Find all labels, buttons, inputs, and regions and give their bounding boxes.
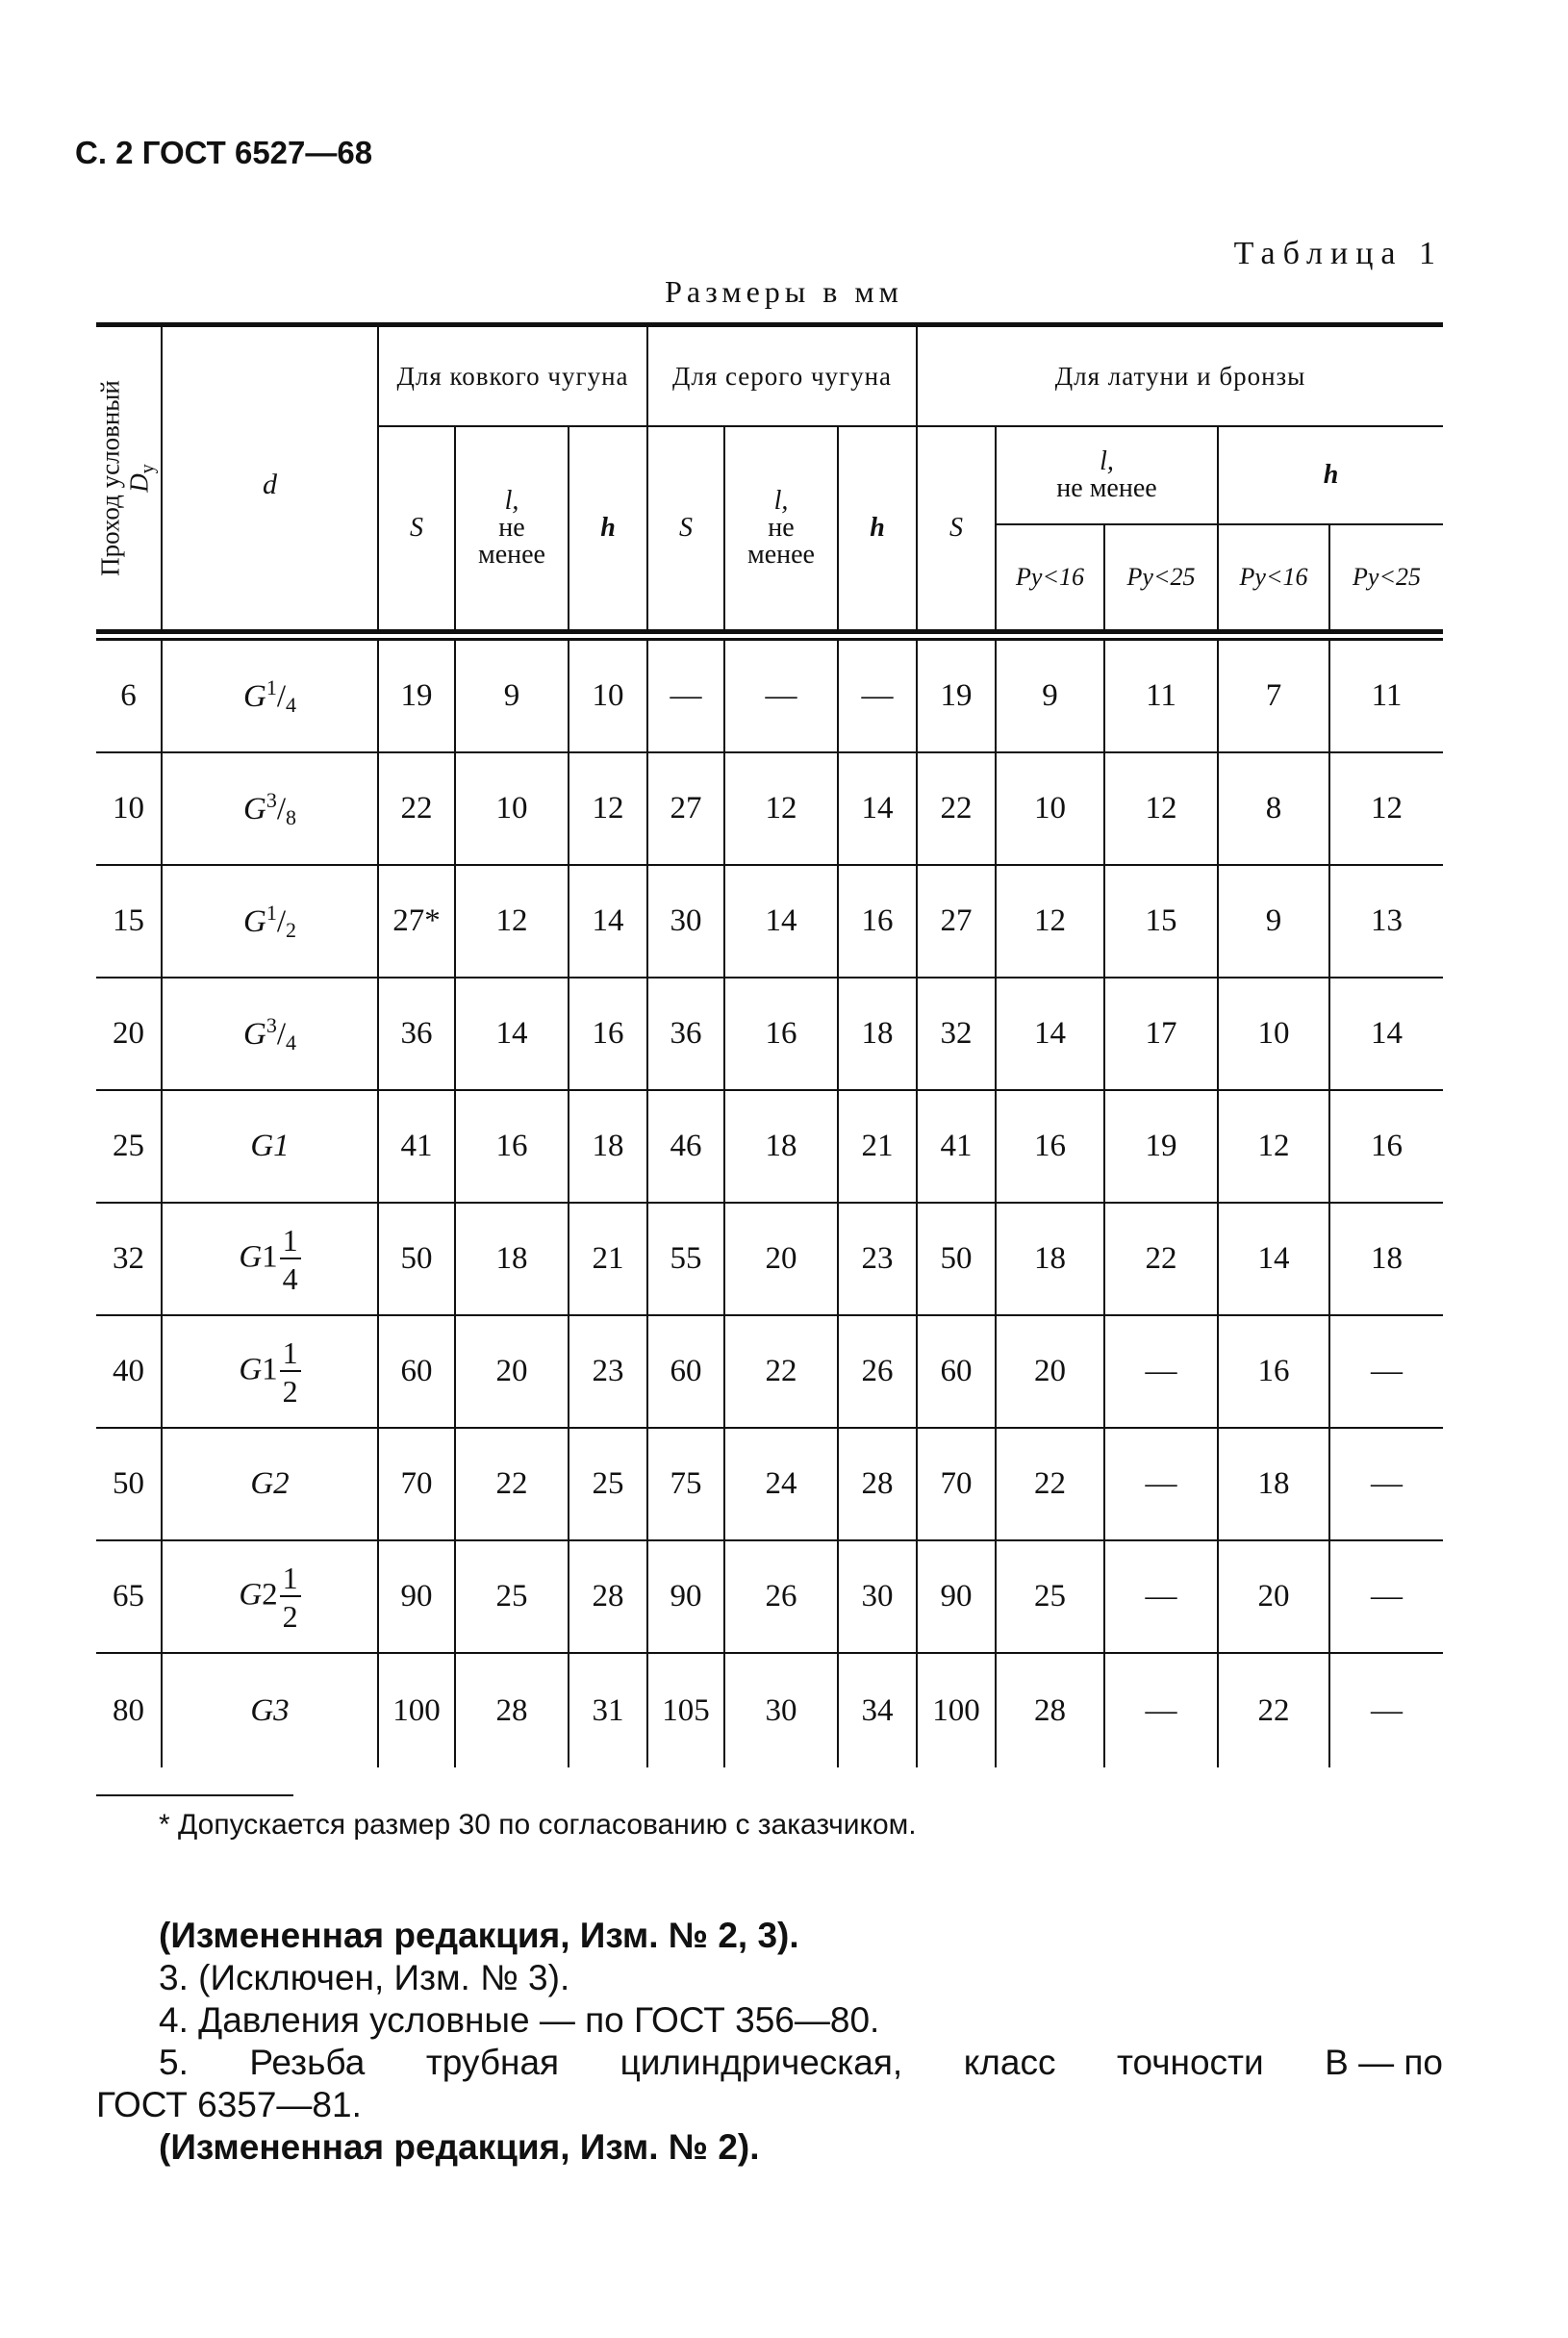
thread-fraction-slash: / bbox=[276, 678, 286, 714]
cell-h-grey: 34 bbox=[838, 1653, 917, 1767]
cell-s-brass: 32 bbox=[917, 978, 996, 1090]
cell-thread-d bbox=[162, 1653, 378, 1767]
table-row bbox=[96, 1203, 1443, 1315]
cell-h-brass-p25: 16 bbox=[1329, 1090, 1443, 1203]
cell-l-malleable: 12 bbox=[455, 865, 569, 978]
cell-l-grey: 24 bbox=[724, 1428, 838, 1540]
cell-l-brass-p16: 14 bbox=[996, 978, 1104, 1090]
cell-s-malleable: 36 bbox=[378, 978, 455, 1090]
cell-h-grey: 21 bbox=[838, 1090, 917, 1203]
thread-base: G bbox=[239, 1352, 263, 1387]
col-header-l-label: l, bbox=[504, 486, 519, 516]
units-caption: Размеры в мм bbox=[665, 274, 903, 309]
cell-l-grey: 26 bbox=[724, 1540, 838, 1653]
col-header-l-malleable bbox=[455, 426, 569, 630]
thread-fraction-num: 3 bbox=[266, 787, 277, 812]
table-row bbox=[96, 1540, 1443, 1653]
col-header-dy bbox=[96, 327, 162, 630]
cell-s-brass: 60 bbox=[917, 1315, 996, 1428]
cell-l-grey: — bbox=[724, 641, 838, 752]
cell-h-malleable: 10 bbox=[569, 641, 647, 752]
table-row bbox=[96, 865, 1443, 978]
cell-dy: 40 bbox=[96, 1315, 162, 1428]
cell-s-grey: 75 bbox=[647, 1428, 724, 1540]
cell-thread-d bbox=[162, 978, 378, 1090]
cell-l-brass-p25: 17 bbox=[1104, 978, 1218, 1090]
cell-l-brass-p16: 9 bbox=[996, 641, 1104, 752]
notes-section bbox=[96, 1915, 1443, 2169]
note-item-5-w1: Резьба bbox=[249, 2043, 366, 2082]
col-header-h-grey: h bbox=[838, 426, 917, 630]
cell-s-malleable: 27* bbox=[378, 865, 455, 978]
cell-l-brass-p25: — bbox=[1104, 1315, 1218, 1428]
cell-thread-d bbox=[162, 641, 378, 752]
cell-h-malleable: 16 bbox=[569, 978, 647, 1090]
cell-dy: 50 bbox=[96, 1428, 162, 1540]
cell-l-brass-p16: 22 bbox=[996, 1428, 1104, 1540]
cell-thread-d bbox=[162, 865, 378, 978]
thread-base: G bbox=[239, 1577, 263, 1613]
cell-h-brass-p25: 14 bbox=[1329, 978, 1443, 1090]
thread-whole: 1 bbox=[262, 1352, 278, 1387]
cell-l-brass-p16: 28 bbox=[996, 1653, 1104, 1767]
cell-h-grey: 28 bbox=[838, 1428, 917, 1540]
thread-stacked-num: 1 bbox=[280, 1337, 301, 1372]
table-header-rule bbox=[96, 631, 1443, 641]
col-header-dy-symbol: D bbox=[124, 473, 153, 493]
group-header-malleable: Для ковкого чугуна bbox=[378, 327, 647, 426]
thread-fraction-den: 4 bbox=[286, 1029, 296, 1055]
thread-fraction-den: 2 bbox=[286, 917, 296, 942]
group-header-grey: Для серого чугуна bbox=[647, 327, 917, 426]
cell-l-grey: 12 bbox=[724, 752, 838, 865]
col-header-l-p16: Pу<16 bbox=[996, 524, 1104, 630]
cell-s-brass: 41 bbox=[917, 1090, 996, 1203]
cell-h-malleable: 18 bbox=[569, 1090, 647, 1203]
cell-s-grey: 60 bbox=[647, 1315, 724, 1428]
cell-s-brass: 100 bbox=[917, 1653, 996, 1767]
thread-fraction-den: 4 bbox=[286, 692, 296, 717]
table-row bbox=[96, 1653, 1443, 1767]
thread-whole: 2 bbox=[262, 1577, 278, 1613]
cell-dy: 15 bbox=[96, 865, 162, 978]
cell-l-malleable: 22 bbox=[455, 1428, 569, 1540]
cell-h-brass-p25: 11 bbox=[1329, 641, 1443, 752]
cell-s-brass: 19 bbox=[917, 641, 996, 752]
thread-base: G1 bbox=[250, 1129, 290, 1163]
footnote-rule bbox=[96, 1794, 293, 1796]
thread-whole: 1 bbox=[262, 1239, 278, 1275]
col-header-h-p16: Pу<16 bbox=[1218, 524, 1329, 630]
thread-base: G2 bbox=[250, 1466, 290, 1501]
cell-l-malleable: 25 bbox=[455, 1540, 569, 1653]
table-row bbox=[96, 752, 1443, 865]
cell-l-grey: 20 bbox=[724, 1203, 838, 1315]
cell-l-malleable: 16 bbox=[455, 1090, 569, 1203]
cell-l-brass-p25: 22 bbox=[1104, 1203, 1218, 1315]
cell-h-brass-p25: — bbox=[1329, 1540, 1443, 1653]
col-header-l-label: l, bbox=[773, 486, 789, 516]
thread-stacked-den: 2 bbox=[282, 1598, 298, 1634]
cell-h-malleable: 25 bbox=[569, 1428, 647, 1540]
cell-h-malleable: 12 bbox=[569, 752, 647, 865]
note-item-3 bbox=[96, 1957, 1443, 1999]
cell-s-grey: 46 bbox=[647, 1090, 724, 1203]
cell-s-malleable: 70 bbox=[378, 1428, 455, 1540]
thread-stacked-num: 1 bbox=[280, 1225, 301, 1259]
note-item-3-text: 3. (Исключен, Изм. № 3). bbox=[159, 1958, 570, 1997]
thread-stacked-fraction bbox=[280, 1222, 301, 1296]
thread-base: G3 bbox=[250, 1692, 290, 1728]
cell-thread-d bbox=[162, 1315, 378, 1428]
cell-s-brass: 27 bbox=[917, 865, 996, 978]
cell-s-malleable: 60 bbox=[378, 1315, 455, 1428]
cell-s-brass: 90 bbox=[917, 1540, 996, 1653]
cell-l-brass-p16: 20 bbox=[996, 1315, 1104, 1428]
col-header-h-brass: h bbox=[1218, 426, 1443, 524]
note-amended-2-3: (Измененная редакция, Изм. № 2, 3). bbox=[159, 1916, 799, 1955]
cell-dy: 10 bbox=[96, 752, 162, 865]
thread-stacked-fraction bbox=[280, 1560, 301, 1634]
cell-h-grey: 16 bbox=[838, 865, 917, 978]
cell-l-brass-p16: 18 bbox=[996, 1203, 1104, 1315]
cell-l-brass-p25: 15 bbox=[1104, 865, 1218, 978]
cell-h-grey: 14 bbox=[838, 752, 917, 865]
cell-l-grey: 18 bbox=[724, 1090, 838, 1203]
cell-s-malleable: 19 bbox=[378, 641, 455, 752]
table-row bbox=[96, 1428, 1443, 1540]
cell-l-grey: 30 bbox=[724, 1653, 838, 1767]
note-item-5 bbox=[96, 2042, 1443, 2084]
table-body bbox=[96, 641, 1443, 1767]
dimensions-table bbox=[96, 322, 1443, 1767]
cell-l-malleable: 18 bbox=[455, 1203, 569, 1315]
note-item-5-w4: класс bbox=[963, 2043, 1056, 2082]
col-header-l-min-1: не bbox=[498, 513, 525, 543]
cell-dy: 25 bbox=[96, 1090, 162, 1203]
note-item-5-num: 5. bbox=[159, 2043, 189, 2082]
cell-h-brass-p25: — bbox=[1329, 1653, 1443, 1767]
cell-s-grey: 105 bbox=[647, 1653, 724, 1767]
thread-base: G bbox=[239, 1239, 263, 1275]
cell-thread-d bbox=[162, 1540, 378, 1653]
cell-s-malleable: 90 bbox=[378, 1540, 455, 1653]
col-header-l-min-2: менее bbox=[747, 540, 815, 570]
cell-h-brass-p16: 12 bbox=[1218, 1090, 1329, 1203]
col-header-dy-text bbox=[95, 380, 162, 576]
cell-thread-d bbox=[162, 1428, 378, 1540]
col-header-s-brass: S bbox=[917, 426, 996, 630]
cell-dy: 32 bbox=[96, 1203, 162, 1315]
note-item-5-w6: В — по bbox=[1325, 2043, 1443, 2082]
thread-stacked-den: 2 bbox=[282, 1373, 298, 1409]
cell-dy: 65 bbox=[96, 1540, 162, 1653]
col-header-h-malleable: h bbox=[569, 426, 647, 630]
cell-h-brass-p25: 12 bbox=[1329, 752, 1443, 865]
thread-stacked-num: 1 bbox=[280, 1563, 301, 1597]
cell-h-brass-p16: 22 bbox=[1218, 1653, 1329, 1767]
cell-thread-d bbox=[162, 752, 378, 865]
cell-h-brass-p16: 20 bbox=[1218, 1540, 1329, 1653]
col-header-l-p25: Pу<25 bbox=[1104, 524, 1218, 630]
col-header-d: d bbox=[162, 327, 378, 630]
cell-s-brass: 50 bbox=[917, 1203, 996, 1315]
cell-l-brass-p16: 16 bbox=[996, 1090, 1104, 1203]
cell-l-grey: 14 bbox=[724, 865, 838, 978]
cell-h-brass-p16: 10 bbox=[1218, 978, 1329, 1090]
cell-s-grey: 55 bbox=[647, 1203, 724, 1315]
cell-dy: 80 bbox=[113, 1692, 144, 1728]
cell-dy: 20 bbox=[96, 978, 162, 1090]
footnote: * Допускается размер 30 по согласованию с заказчиком. bbox=[159, 1809, 917, 1841]
col-header-dy-label: Проход условный bbox=[95, 380, 124, 576]
cell-thread-d bbox=[162, 1203, 378, 1315]
table-row bbox=[96, 641, 1443, 752]
cell-s-malleable: 50 bbox=[378, 1203, 455, 1315]
cell-l-brass-p25: — bbox=[1104, 1653, 1218, 1767]
page-header: С. 2 ГОСТ 6527—68 bbox=[75, 135, 373, 170]
cell-l-malleable: 20 bbox=[455, 1315, 569, 1428]
cell-h-brass-p16: 8 bbox=[1218, 752, 1329, 865]
note-item-5-w5: точности bbox=[1116, 2043, 1264, 2082]
thread-base: G bbox=[242, 903, 266, 939]
cell-h-grey: — bbox=[838, 641, 917, 752]
col-header-l-label: l, bbox=[1100, 446, 1114, 476]
col-header-l-grey bbox=[724, 426, 838, 630]
cell-l-grey: 16 bbox=[724, 978, 838, 1090]
col-header-l-min-2: менее bbox=[478, 540, 545, 570]
thread-base: G bbox=[242, 791, 266, 826]
thread-base: G bbox=[242, 1016, 266, 1052]
group-header-brass: Для латуни и бронзы bbox=[917, 327, 1443, 426]
cell-thread-d bbox=[162, 1090, 378, 1203]
cell-s-malleable: 22 bbox=[378, 752, 455, 865]
cell-h-brass-p25: 18 bbox=[1329, 1203, 1443, 1315]
cell-l-grey: 22 bbox=[724, 1315, 838, 1428]
cell-h-grey: 30 bbox=[838, 1540, 917, 1653]
cell-l-brass-p16: 10 bbox=[996, 752, 1104, 865]
thread-base: G bbox=[242, 678, 266, 714]
thread-stacked-den: 4 bbox=[282, 1260, 298, 1296]
col-header-l-min-1: не bbox=[768, 513, 795, 543]
cell-h-malleable: 14 bbox=[569, 865, 647, 978]
cell-h-brass-p25: — bbox=[1329, 1315, 1443, 1428]
thread-fraction-num: 3 bbox=[266, 1012, 277, 1037]
cell-l-malleable: 28 bbox=[455, 1653, 569, 1767]
cell-h-brass-p16: 16 bbox=[1218, 1315, 1329, 1428]
col-header-s-malleable: S bbox=[378, 426, 455, 630]
cell-l-brass-p16: 12 bbox=[996, 865, 1104, 978]
cell-s-malleable: 100 bbox=[378, 1653, 455, 1767]
note-item-5-w3: цилиндрическая, bbox=[620, 2043, 903, 2082]
cell-s-grey: 30 bbox=[647, 865, 724, 978]
cell-s-grey: 90 bbox=[647, 1540, 724, 1653]
cell-l-brass-p25: 11 bbox=[1104, 641, 1218, 752]
table-row bbox=[96, 1090, 1443, 1203]
col-header-s-grey: S bbox=[647, 426, 724, 630]
thread-fraction-num: 1 bbox=[266, 674, 277, 699]
thread-stacked-fraction bbox=[280, 1334, 301, 1409]
cell-h-brass-p16: 9 bbox=[1218, 865, 1329, 978]
note-amended-2: (Измененная редакция, Изм. № 2). bbox=[159, 2127, 760, 2167]
cell-s-grey: 27 bbox=[647, 752, 724, 865]
note-item-4: 4. Давления условные — по ГОСТ 356—80. bbox=[159, 2000, 880, 2040]
cell-h-brass-p16: 18 bbox=[1218, 1428, 1329, 1540]
cell-l-brass-p25: 19 bbox=[1104, 1090, 1218, 1203]
cell-l-malleable: 9 bbox=[455, 641, 569, 752]
cell-h-grey: 23 bbox=[838, 1203, 917, 1315]
cell-s-brass: 70 bbox=[917, 1428, 996, 1540]
cell-h-brass-p16: 14 bbox=[1218, 1203, 1329, 1315]
thread-fraction-num: 1 bbox=[266, 900, 277, 925]
note-item-5-w2: трубная bbox=[425, 2043, 560, 2082]
col-header-dy-subscript: у bbox=[137, 464, 158, 474]
table-caption: Таблица 1 bbox=[1233, 236, 1443, 271]
cell-h-malleable: 23 bbox=[569, 1315, 647, 1428]
cell-h-brass-p16: 7 bbox=[1218, 641, 1329, 752]
col-header-h-p25: Pу<25 bbox=[1329, 524, 1443, 630]
cell-l-brass-p25: — bbox=[1104, 1428, 1218, 1540]
cell-s-grey: — bbox=[647, 641, 724, 752]
cell-l-malleable: 14 bbox=[455, 978, 569, 1090]
cell-l-brass-p16: 25 bbox=[996, 1540, 1104, 1653]
table-row bbox=[96, 978, 1443, 1090]
table-row bbox=[96, 1315, 1443, 1428]
col-header-l-brass bbox=[996, 426, 1218, 524]
table-header bbox=[96, 327, 1443, 631]
cell-l-malleable: 10 bbox=[455, 752, 569, 865]
cell-s-brass: 22 bbox=[917, 752, 996, 865]
col-header-l-min-full: не менее bbox=[1056, 473, 1157, 503]
thread-fraction-slash: / bbox=[276, 791, 286, 826]
thread-fraction-den: 8 bbox=[286, 804, 296, 829]
cell-l-brass-p25: 12 bbox=[1104, 752, 1218, 865]
cell-dy: 6 bbox=[96, 641, 162, 752]
thread-fraction-slash: / bbox=[276, 1016, 286, 1052]
cell-l-brass-p25: — bbox=[1104, 1540, 1218, 1653]
cell-h-brass-p25: 13 bbox=[1329, 865, 1443, 978]
cell-s-malleable: 41 bbox=[378, 1090, 455, 1203]
note-item-5-cont: ГОСТ 6357—81. bbox=[96, 2085, 362, 2124]
cell-h-brass-p25: — bbox=[1329, 1428, 1443, 1540]
cell-h-grey: 18 bbox=[838, 978, 917, 1090]
thread-fraction-slash: / bbox=[276, 903, 286, 939]
cell-h-malleable: 31 bbox=[569, 1653, 647, 1767]
cell-h-malleable: 21 bbox=[569, 1203, 647, 1315]
cell-h-grey: 26 bbox=[838, 1315, 917, 1428]
cell-s-grey: 36 bbox=[647, 978, 724, 1090]
cell-h-malleable: 28 bbox=[569, 1540, 647, 1653]
